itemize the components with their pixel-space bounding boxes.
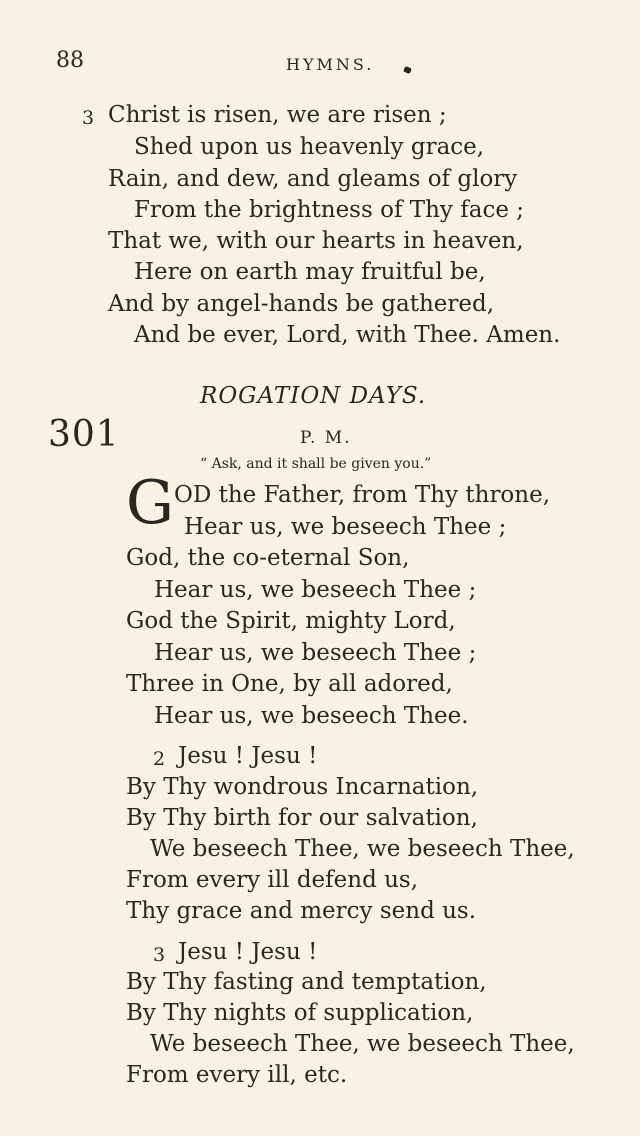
verse-line: Hear us, we beseech Thee ; xyxy=(154,640,477,666)
verse-line: Here on earth may fruitful be, xyxy=(134,259,486,285)
verse-line: That we, with our hearts in heaven, xyxy=(108,228,524,254)
running-head: HYMNS. xyxy=(286,55,375,74)
verse-line: OD the Father, from Thy throne, xyxy=(174,482,551,508)
verse-line: Rain, and dew, and gleams of glory xyxy=(108,166,518,192)
verse-line: By Thy wondrous Incarnation, xyxy=(126,774,479,800)
ink-speck xyxy=(403,66,412,74)
verse-line: God the Spirit, mighty Lord, xyxy=(126,608,456,634)
drop-cap: G xyxy=(126,468,174,538)
verse-number: 3 xyxy=(153,944,166,966)
verse-line: Shed upon us heavenly grace, xyxy=(134,134,485,160)
epigraph: “ Ask, and it shall be given you.” xyxy=(200,456,432,472)
verse-line: Christ is risen, we are risen ; xyxy=(108,102,447,128)
verse-line: And be ever, Lord, with Thee. Amen. xyxy=(134,322,561,348)
meter-label: P. M. xyxy=(300,428,352,448)
verse-line: By Thy fasting and temptation, xyxy=(126,969,487,995)
section-title: ROGATION DAYS. xyxy=(200,383,427,409)
verse-line: By Thy nights of supplication, xyxy=(126,1000,474,1026)
verse-number: 2 xyxy=(153,748,166,770)
verse-line: And by angel-hands be gathered, xyxy=(108,291,495,317)
verse-line: From every ill defend us, xyxy=(126,867,419,893)
verse-line: Hear us, we beseech Thee ; xyxy=(184,514,507,540)
verse-line: God, the co-eternal Son, xyxy=(126,545,410,571)
verse-line: We beseech Thee, we beseech Thee, xyxy=(150,836,575,862)
verse-line: Hear us, we beseech Thee. xyxy=(154,703,469,729)
verse-number: 3 xyxy=(82,107,95,129)
page-number: 88 xyxy=(56,48,84,73)
hymn-number: 301 xyxy=(48,414,120,455)
verse-line: By Thy birth for our salvation, xyxy=(126,805,478,831)
verse-line: Hear us, we beseech Thee ; xyxy=(154,577,477,603)
verse-line: From every ill, etc. xyxy=(126,1062,348,1088)
verse-line: Jesu ! Jesu ! xyxy=(178,743,318,769)
verse-line: Jesu ! Jesu ! xyxy=(178,939,318,965)
verse-line: Thy grace and mercy send us. xyxy=(126,898,477,924)
verse-line: From the brightness of Thy face ; xyxy=(134,197,525,223)
verse-line: We beseech Thee, we beseech Thee, xyxy=(150,1031,575,1057)
verse-line: Three in One, by all adored, xyxy=(126,671,453,697)
